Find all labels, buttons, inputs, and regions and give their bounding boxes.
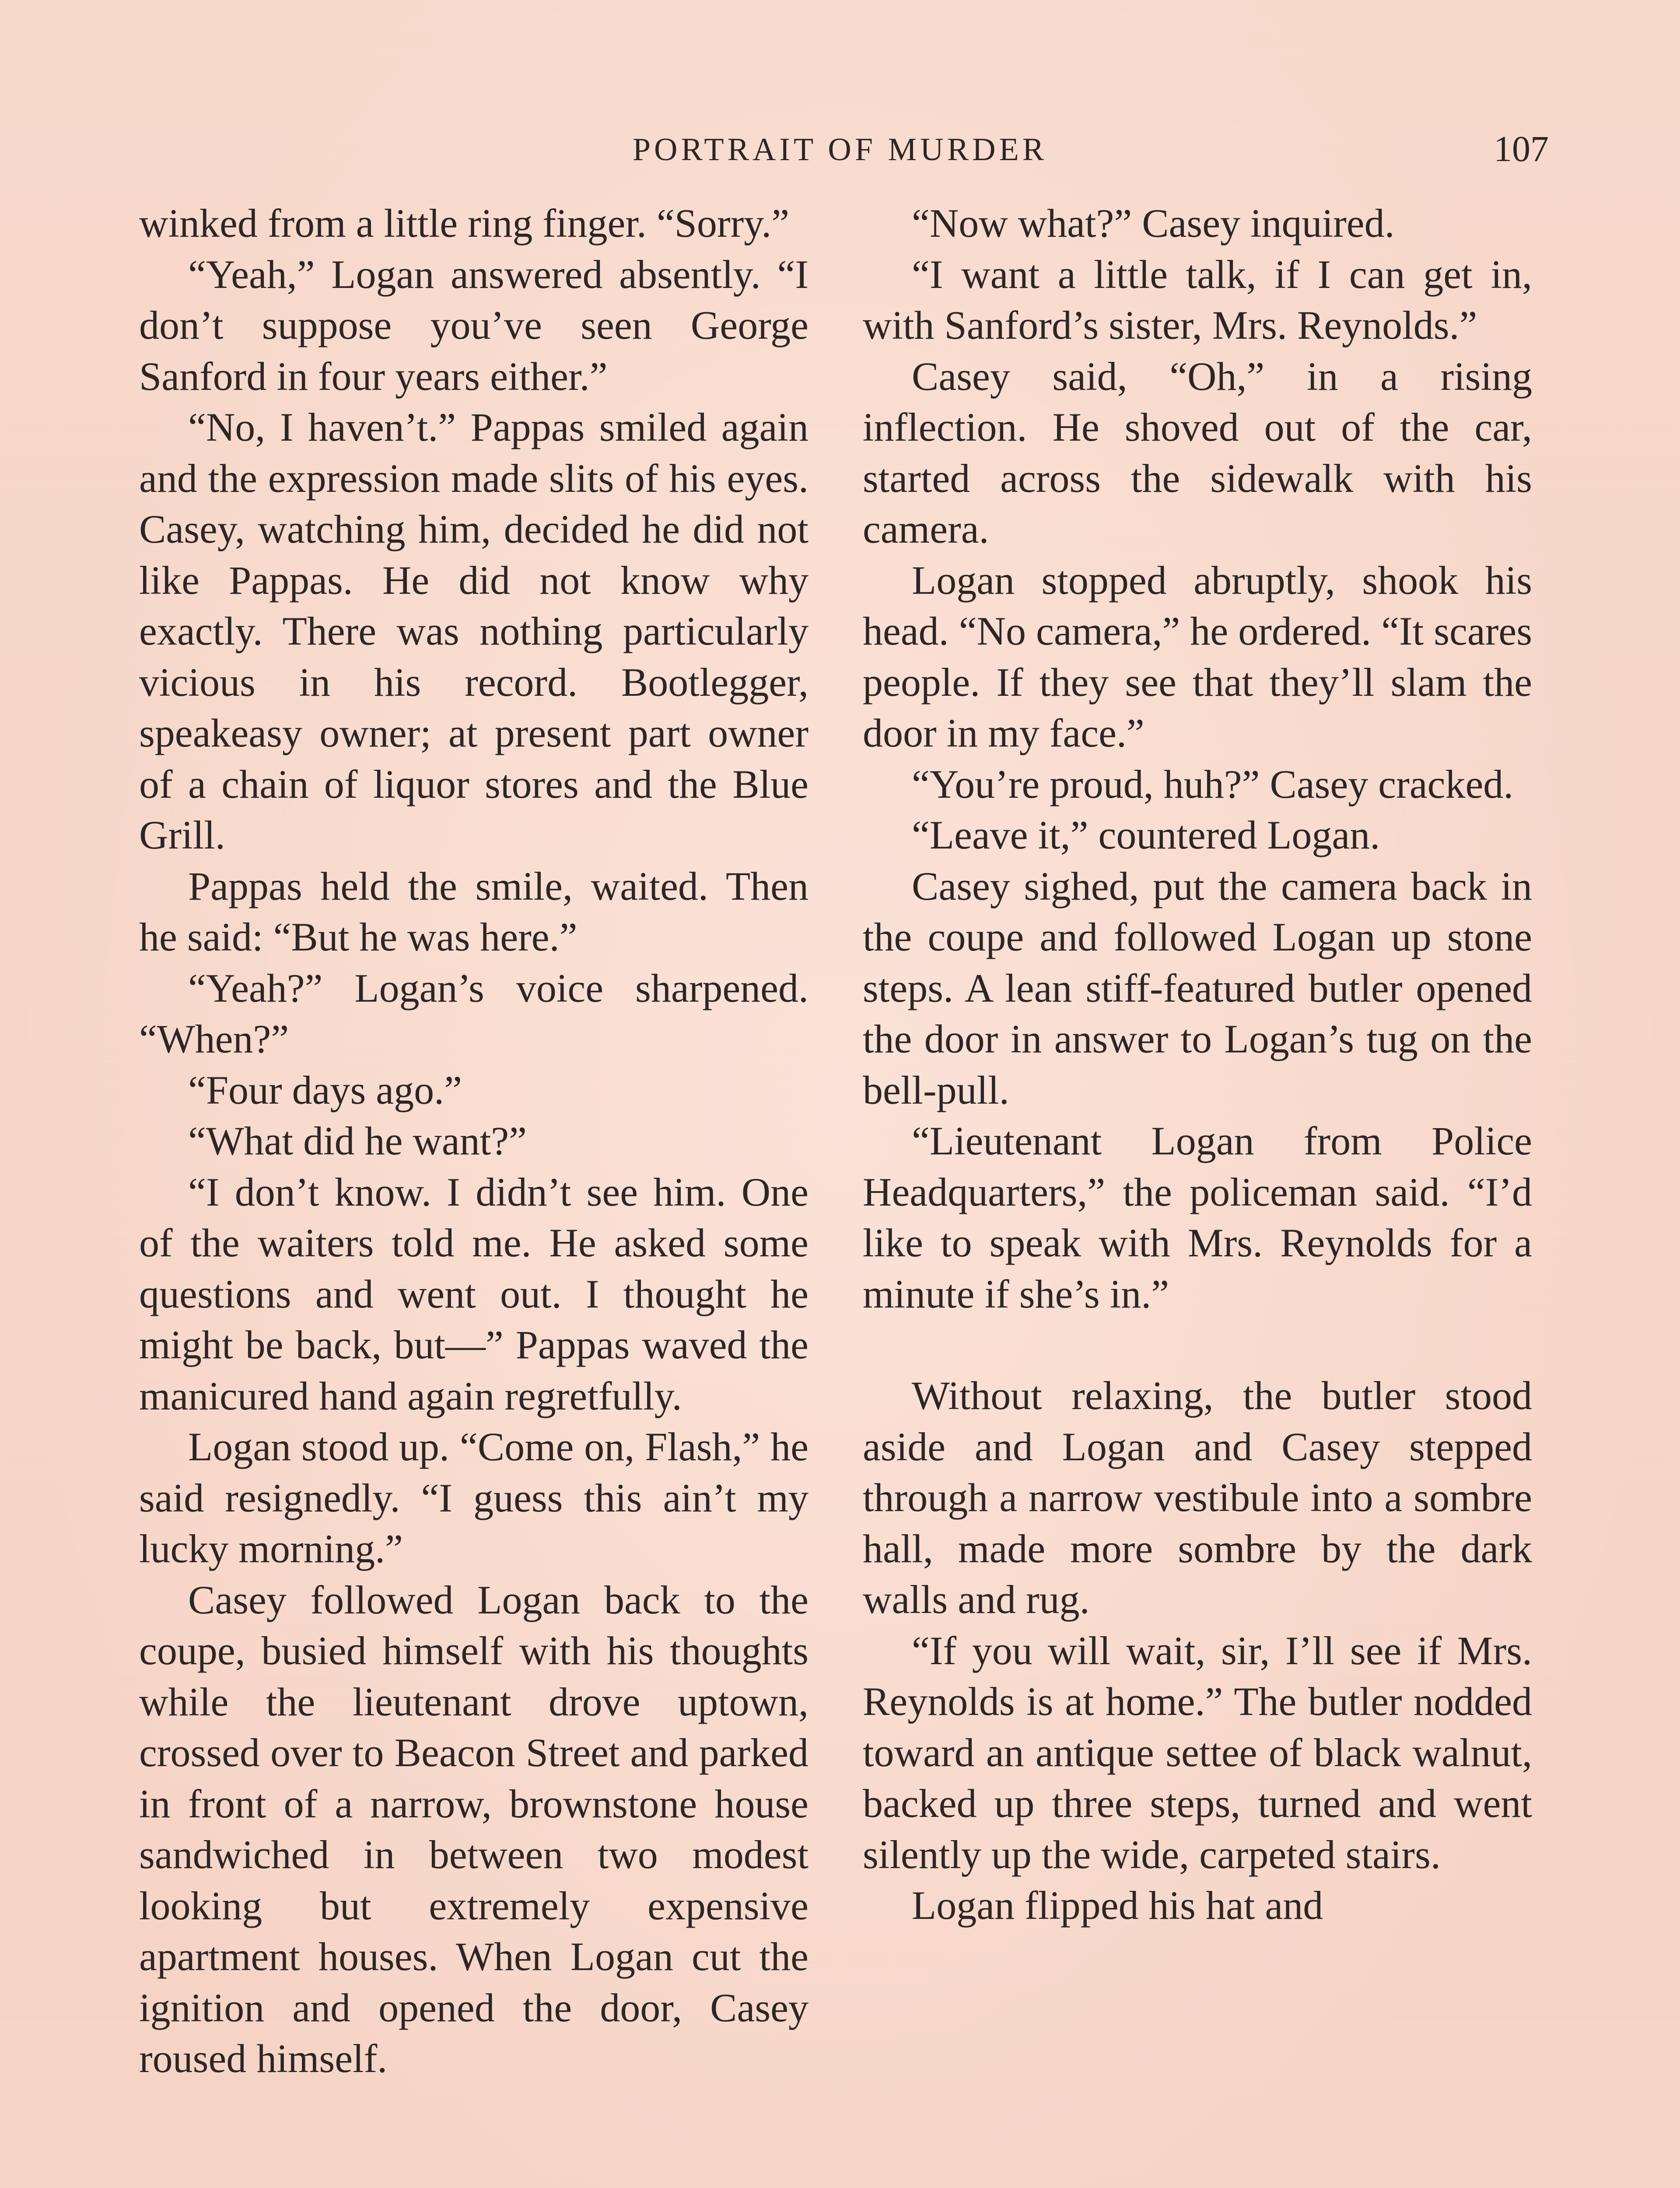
paragraph: Pappas held the smile, waited. Then he said: “But he was here.” bbox=[139, 863, 808, 959]
paragraph: “Now what?” Casey inquired. bbox=[912, 201, 1395, 245]
paragraph: Casey followed Logan back to the coupe, busied himself with his thoughts while the lieutenant drove uptown, crossed over to Beacon Street and parked in front of a narrow, brownstone house sandwiched in between two modest looking but extremely expensive apartment houses. When Logan cut the ignition and opened the door, Casey roused himself. bbox=[139, 1577, 808, 2081]
paragraph: Casey sighed, put the camera back in the coupe and followed Logan up stone steps. A lean stiff-featured butler opened the door in answer to Logan’s tug on the bell-pull. bbox=[863, 863, 1532, 1112]
paragraph: “What did he want?” bbox=[188, 1119, 527, 1163]
page-header bbox=[140, 129, 1549, 175]
paragraph: “I don’t know. I didn’t see him. One of the waiters told me. He asked some questions and went out. I thought he might be back, but—” Pappas waved the manicured hand again regretfully. bbox=[139, 1169, 808, 1418]
paragraph: “Yeah,” Logan answered absently. “I don’t suppose you’ve seen George Sanford in four years either.” bbox=[139, 252, 808, 399]
paragraph: Without relaxing, the butler stood aside and Logan and Casey stepped through a narrow vestibule into a sombre hall, made more sombre by the dark walls and rug. bbox=[863, 1373, 1532, 1622]
page-number: 107 bbox=[1494, 129, 1549, 169]
paragraph: “Four days ago.” bbox=[188, 1067, 462, 1112]
paragraph: “No, I haven’t.” Pappas smiled again and the expression made slits of his eyes. Casey, watching him, decided he did not like Pappas. He did not know why exactly. There was nothing particularly vicious in his record. Bootlegger, speakeasy owner; at present part owner of a chain of liquor stores and the Blue Grill. bbox=[139, 405, 808, 857]
running-title: PORTRAIT OF MURDER bbox=[632, 132, 1048, 168]
paragraph: “You’re proud, huh?” Casey cracked. bbox=[912, 761, 1514, 806]
paragraph: “I want a little talk, if I can get in, with Sanford’s sister, Mrs. Reynolds.” bbox=[863, 252, 1532, 347]
right-column bbox=[863, 198, 1532, 1931]
paragraph: Logan stood up. “Come on, Flash,” he said resignedly. “I guess this ain’t my lucky morning.” bbox=[139, 1424, 808, 1571]
paragraph: “Yeah?” Logan’s voice sharpened. “When?” bbox=[139, 965, 808, 1061]
paragraph: winked from a little ring finger. “Sorry.” bbox=[139, 201, 790, 245]
paragraph: Casey said, “Oh,” in a rising inflection. He shoved out of the car, started across the sidewalk with his camera. bbox=[863, 354, 1532, 551]
paragraph: Logan flipped his hat and bbox=[912, 1883, 1323, 1928]
paragraph: Logan stopped abruptly, shook his head. “No camera,” he ordered. “It scares people. If they see that they’ll slam the door in my face.” bbox=[863, 558, 1532, 755]
left-column bbox=[139, 198, 808, 2084]
paragraph: “If you will wait, sir, I’ll see if Mrs. Reynolds is at home.” The butler nodded toward an antique settee of black walnut, backed up three steps, turned and went silently up the wide, carpeted stairs. bbox=[863, 1628, 1532, 1877]
paragraph: “Lieutenant Logan from Police Headquarters,” the policeman said. “I’d like to speak with Mrs. Reynolds for a minute if she’s in.” bbox=[863, 1119, 1532, 1316]
paragraph: “Leave it,” countered Logan. bbox=[912, 813, 1380, 857]
